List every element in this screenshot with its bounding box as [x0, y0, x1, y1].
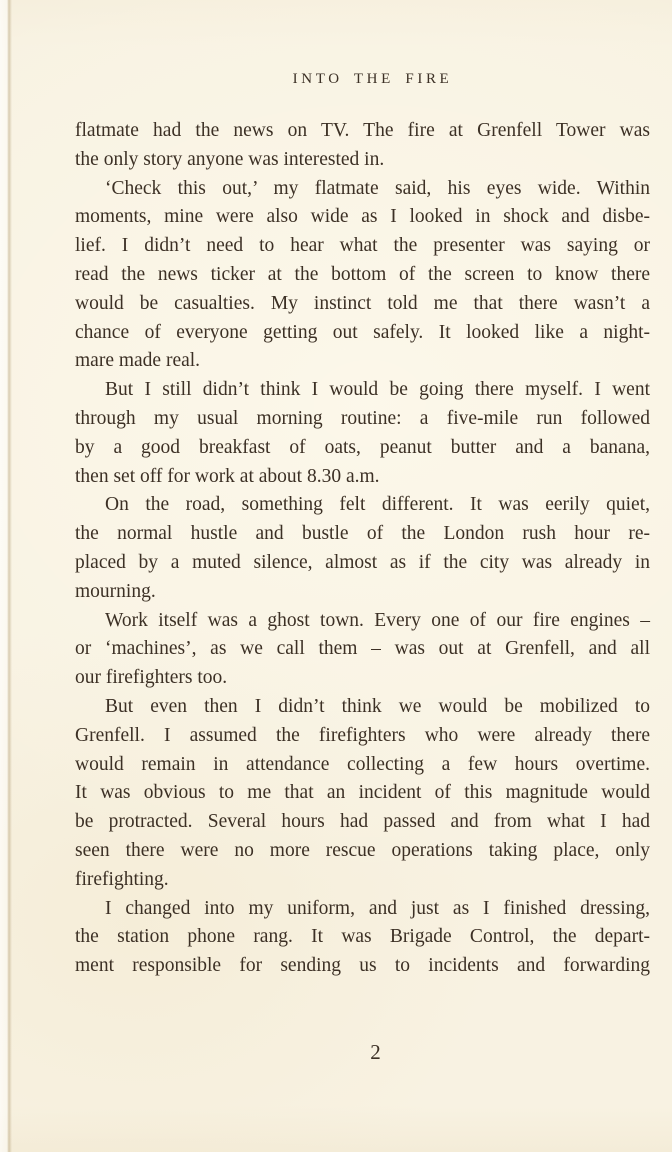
body-text [75, 117, 650, 981]
text-line: then set off for work at about 8.30 a.m. [75, 465, 380, 487]
text-line: the normal hustle and bustle of the London rush hour re- [75, 523, 650, 545]
text-line: But even then I didn’t think we would be mobilized to [105, 695, 650, 717]
text-line: I changed into my uniform, and just as I finished dressing, [105, 897, 650, 919]
text-line: moments, mine were also wide as I looked in shock and disbe- [75, 206, 650, 228]
text-line: flatmate had the news on TV. The fire at Grenfell Tower was [75, 120, 650, 141]
text-line: It was obvious to me that an incident of this magnitude would [75, 782, 650, 804]
text-line: the station phone rang. It was Brigade Control, the depart- [75, 926, 650, 948]
text-line: ‘Check this out,’ my flatmate said, his eyes wide. Within [105, 177, 650, 199]
text-line: our firefighters too. [75, 667, 228, 689]
text-line: lief. I didn’t need to hear what the presenter was saying or [75, 235, 650, 257]
text-line: ment responsible for sending us to incidents and forwarding [75, 955, 650, 977]
text-line: be protracted. Several hours had passed and from what I had [75, 811, 650, 833]
text-line: Grenfell. I assumed the firefighters who were already there [75, 724, 650, 746]
text-line: mourning. [75, 580, 156, 602]
running-header: INTO THE FIRE [292, 71, 453, 87]
text-line: would remain in attendance collecting a few hours overtime. [75, 753, 650, 775]
text-line: mare made real. [75, 350, 201, 372]
text-line: the only story anyone was interested in. [75, 148, 385, 170]
text-line: by a good breakfast of oats, peanut butter and a banana, [75, 436, 650, 458]
text-line: placed by a muted silence, almost as if the city was already in [75, 551, 650, 573]
page-number: 2 [370, 1040, 381, 1064]
text-line: firefighting. [75, 868, 169, 890]
page-edge-crease [0, 0, 12, 1152]
text-line: But I still didn’t think I would be going there myself. I went [105, 379, 650, 401]
text-line: On the road, something felt different. It was eerily quiet, [105, 494, 650, 516]
text-line: or ‘machines’, as we call them – was out at Grenfell, and all [75, 638, 650, 660]
text-line: would be casualties. My instinct told me that there wasn’t a [75, 292, 650, 314]
text-line: read the news ticker at the bottom of the screen to know there [75, 263, 650, 285]
text-line: chance of everyone getting out safely. It looked like a night- [75, 321, 650, 343]
text-line: Work itself was a ghost town. Every one of our fire engines – [105, 609, 650, 631]
text-line: through my usual morning routine: a five-mile run followed [75, 407, 650, 429]
text-line: seen there were no more rescue operations taking place, only [75, 839, 650, 861]
